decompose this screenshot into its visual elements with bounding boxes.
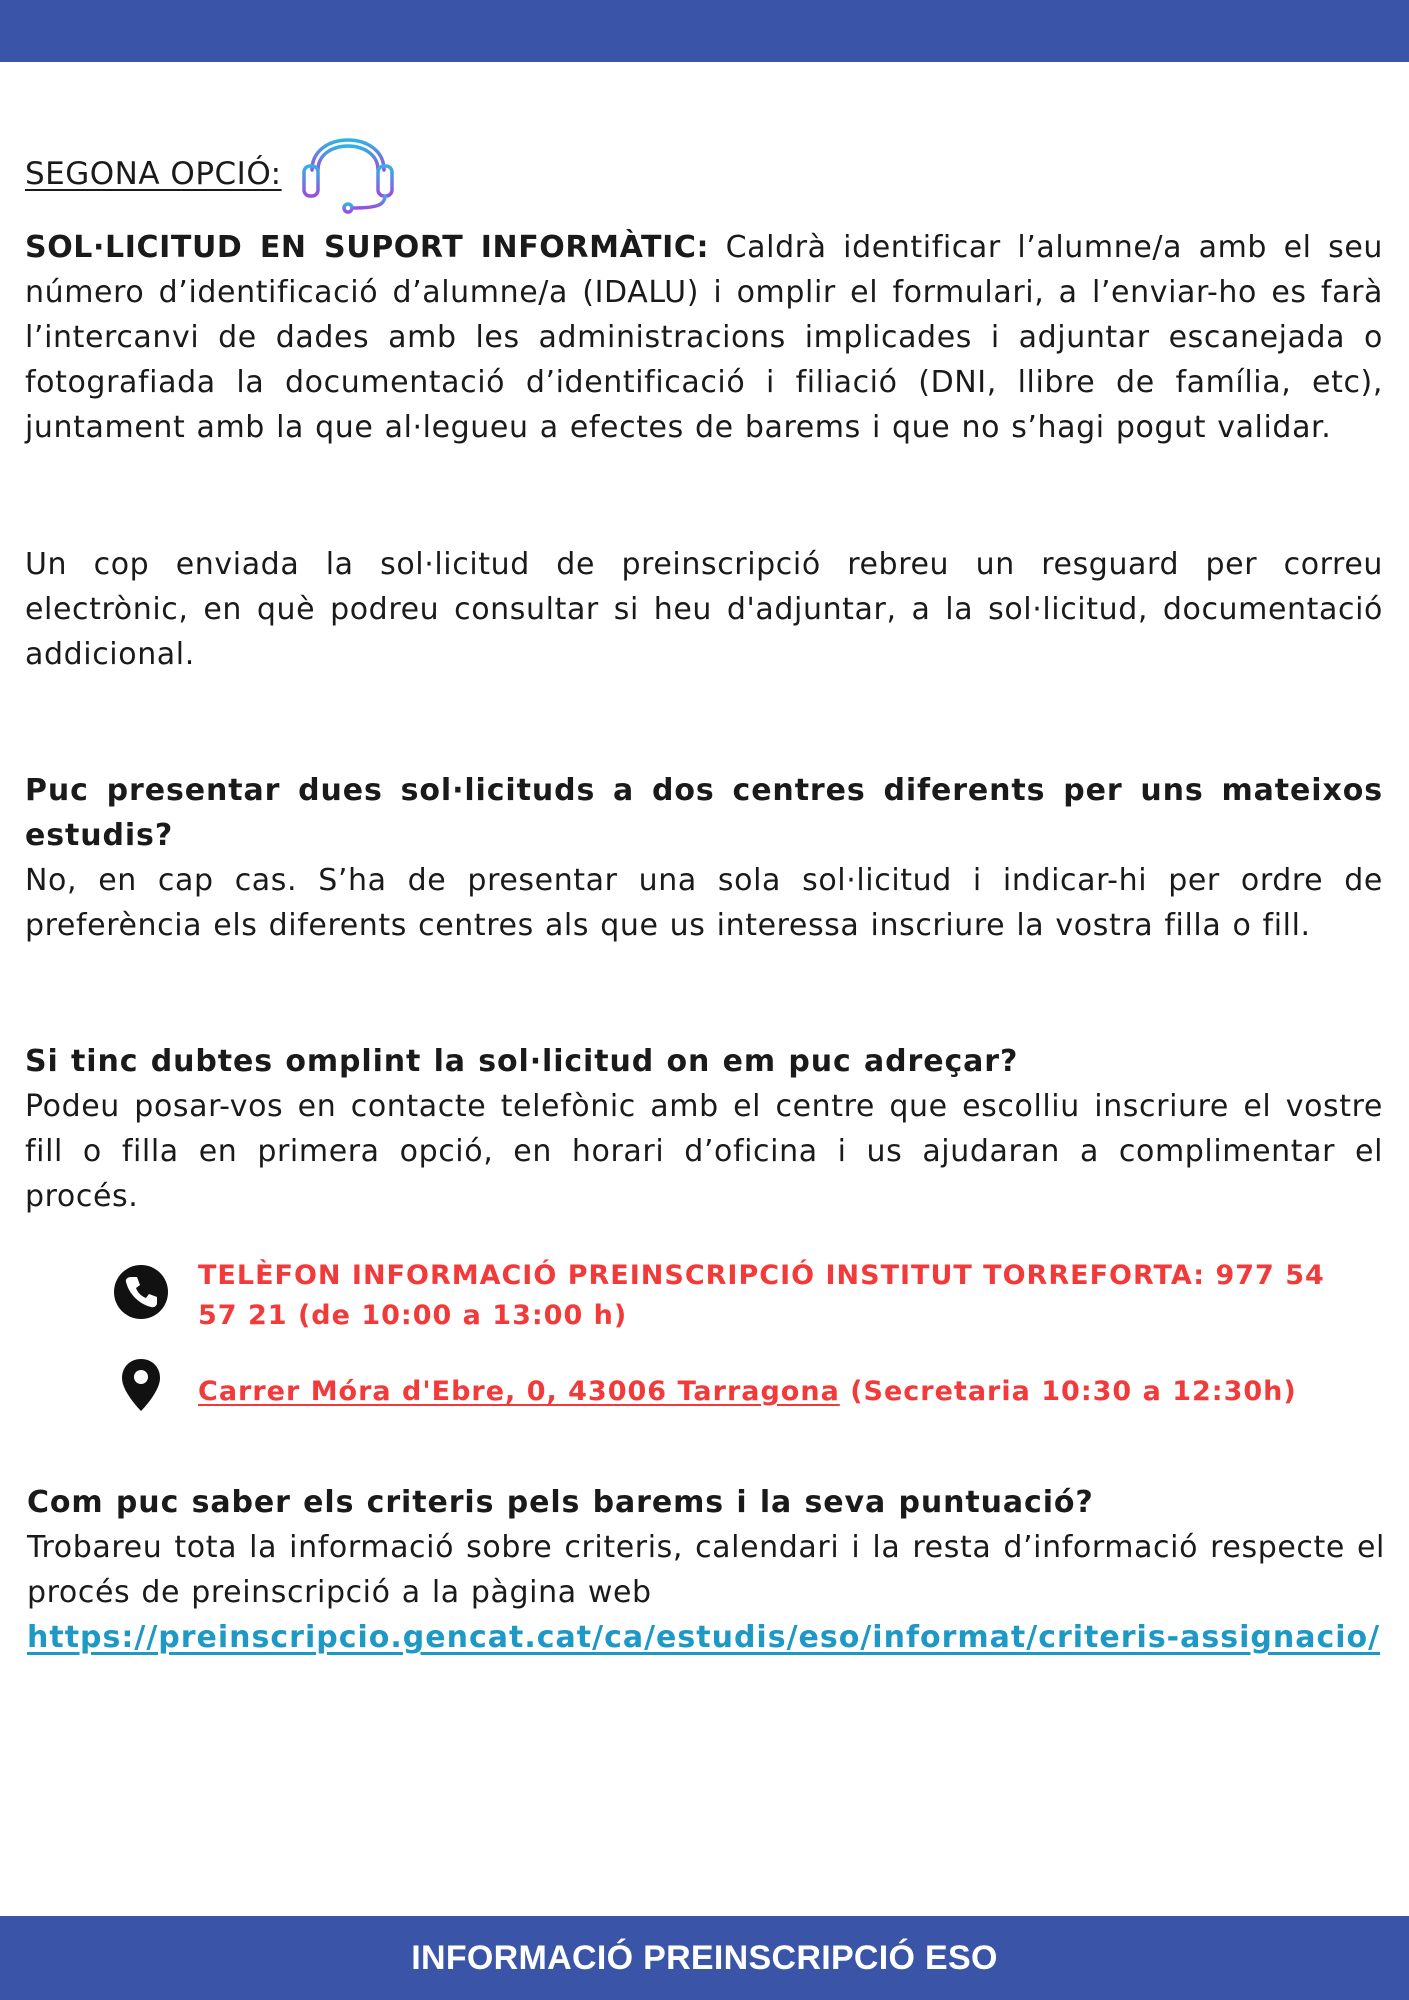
digital-request-paragraph — [25, 225, 1383, 450]
faq-question: Com puc saber els criteris pels barems i la seva puntuació? — [27, 1485, 1094, 1520]
faq-answer: No, en cap cas. S’ha de presentar una sola sol·licitud i indicar-hi per ordre de preferència els diferents centres als que us interessa inscriure la vostra filla o fill. — [25, 863, 1383, 943]
address-contact — [198, 1372, 1368, 1412]
address-hours: (Secretaria 10:30 a 12:30h) — [839, 1376, 1297, 1407]
location-pin-icon — [120, 1357, 162, 1413]
after-sending-paragraph: Un cop enviada la sol·licitud de preinscripció rebreu un resguard per correu electrònic, en què podreu consultar si heu d'adjuntar, a la sol·licitud, documentació addicional. — [25, 547, 1383, 672]
faq-item-3 — [27, 1480, 1385, 1660]
faq-item-2 — [25, 1039, 1383, 1219]
phone-contact — [198, 1256, 1368, 1336]
footer-title: INFORMACIÓ PREINSCRIPCIÓ ESO — [411, 1938, 998, 1977]
top-banner — [0, 0, 1409, 62]
faq-question: Puc presentar dues sol·licituds a dos centres diferents per uns mateixos estudis? — [25, 773, 1383, 853]
criteria-web-link[interactable]: https://preinscripcio.gencat.cat/ca/estudis/eso/informat/criteris-assignacio/ — [27, 1620, 1381, 1655]
faq-answer: Trobareu tota la informació sobre criteris, calendari i la resta d’informació respecte el procés de preinscripció a la pàgina web — [27, 1530, 1385, 1610]
footer-banner — [0, 1916, 1409, 2000]
address-link[interactable]: Carrer Móra d'Ebre, 0, 43006 Tarragona — [198, 1376, 840, 1407]
digital-request-text: Caldrà identificar l’alumne/a amb el seu número d’identificació d’alumne/a (IDALU) i omplir el formulari, a l’enviar-ho es farà l’intercanvi de dades amb les administracions implicades i adjuntar escanejada o fotografiada la documentació d’identificació i filiació (DNI, llibre de família, etc), juntament amb la que al·legueu a efectes de barems i que no s’hagi pogut validar. — [25, 230, 1383, 445]
phone-icon — [112, 1263, 170, 1321]
phone-text: TELÈFON INFORMACIÓ PREINSCRIPCIÓ INSTITUT TORREFORTA: 977 54 57 21 (de 10:00 a 13:00 h) — [198, 1260, 1325, 1331]
digital-request-label: SOL·LICITUD EN SUPORT INFORMÀTIC: — [25, 230, 710, 265]
faq-answer: Podeu posar-vos en contacte telefònic amb el centre que escolliu inscriure el vostre fill o filla en primera opció, en horari d’oficina i us ajudaran a complimentar el procés. — [25, 1089, 1383, 1214]
faq-item-1 — [25, 768, 1383, 948]
headset-icon — [294, 118, 402, 214]
option-heading-label: SEGONA OPCIÓ: — [25, 156, 282, 192]
option-heading — [25, 134, 402, 214]
faq-question: Si tinc dubtes omplint la sol·licitud on em puc adreçar? — [25, 1044, 1019, 1079]
